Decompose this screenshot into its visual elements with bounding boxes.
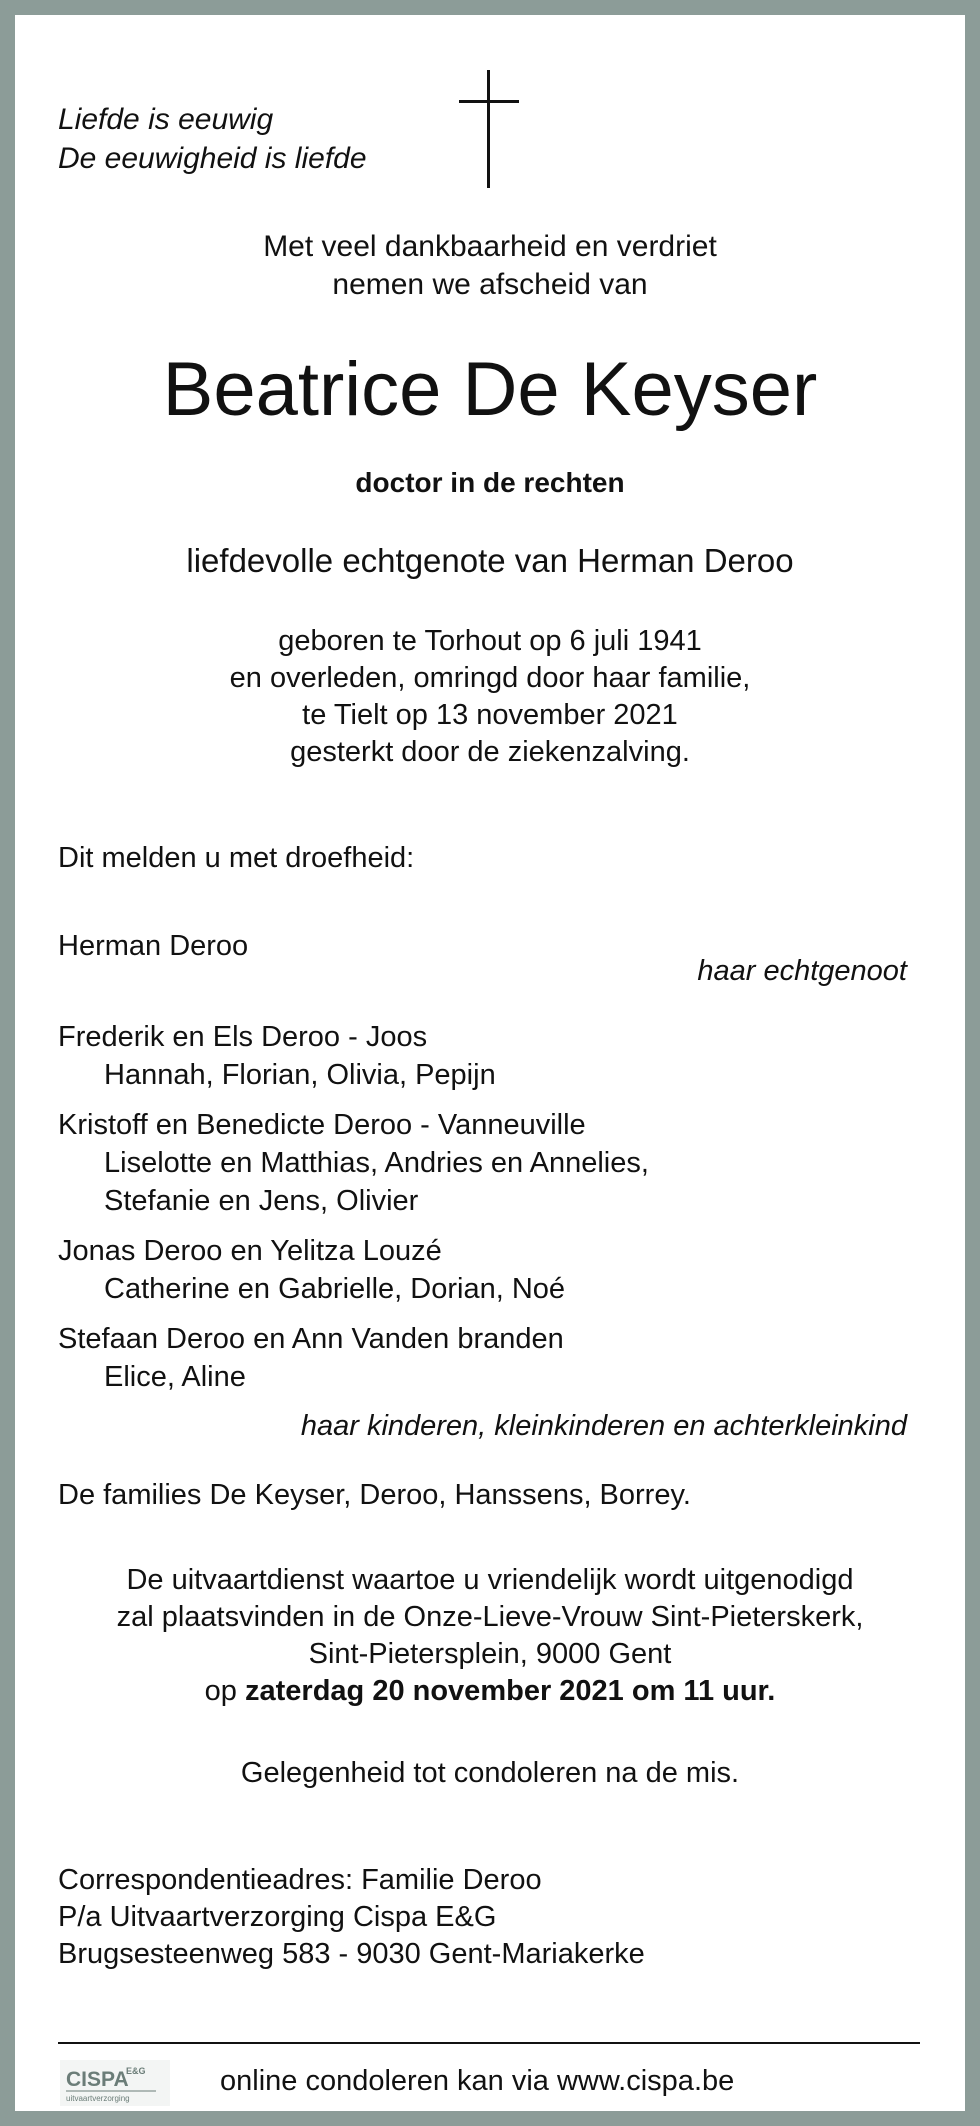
invite-date: zaterdag 20 november 2021 om 11 uur.: [245, 1675, 776, 1707]
intro-text: [15, 228, 965, 304]
funeral-invite: [15, 1562, 965, 1710]
invite-date-prefix: op: [204, 1675, 245, 1707]
spouse-line: liefdevolle echtgenote van Herman Deroo: [186, 542, 794, 579]
intro-line-2: nemen we afscheid van: [332, 268, 648, 301]
logo-sup: E&G: [126, 2066, 146, 2076]
invite-line-4: [15, 1673, 965, 1710]
invite-line-1: De uitvaartdienst waartoe u vriendelijk wordt uitgenodigd: [126, 1564, 854, 1596]
motto-line-2: De eeuwigheid is liefde: [58, 142, 367, 175]
motto-line-1: Liefde is eeuwig: [58, 103, 274, 136]
grandchildren: Elice, Aline: [104, 1361, 246, 1393]
grandchildren: Catherine en Gabrielle, Dorian, Noé: [104, 1273, 566, 1305]
child-family-4: [58, 1320, 564, 1396]
birth-line-1: geboren te Torhout op 6 juli 1941: [278, 625, 702, 657]
child-name: Jonas Deroo en Yelitza Louzé: [58, 1235, 442, 1267]
child-name: Kristoff en Benedicte Deroo - Vanneuville: [58, 1109, 586, 1141]
husband-role: haar echtgenoot: [697, 955, 907, 987]
invite-line-3: Sint-Pietersplein, 9000 Gent: [308, 1638, 672, 1670]
birth-death-block: [15, 623, 965, 771]
condolence-note: Gelegenheid tot condoleren na de mis.: [240, 1757, 740, 1789]
grandchildren: Stefanie en Jens, Olivier: [104, 1185, 419, 1217]
announce-text: Dit melden u met droefheid:: [58, 842, 415, 874]
child-name: Stefaan Deroo en Ann Vanden branden: [58, 1323, 564, 1355]
child-family-1: [58, 1018, 496, 1094]
deceased-name: Beatrice De Keyser: [162, 347, 818, 432]
divider: [58, 2042, 920, 2044]
child-family-2: [58, 1106, 649, 1220]
correspondence-address: [58, 1862, 645, 1973]
invite-line-2: zal plaatsvinden in de Onze-Lieve-Vrouw Sint-Pieterskerk,: [116, 1601, 864, 1633]
obituary-card: [15, 15, 965, 2111]
birth-line-2: en overleden, omringd door haar familie,: [229, 662, 751, 694]
deceased-title: doctor in de rechten: [355, 467, 625, 498]
cross-icon: [487, 70, 490, 188]
children-role: haar kinderen, kleinkinderen en achterkleinkind: [300, 1410, 907, 1442]
grandchildren: Liselotte en Matthias, Andries en Annelies,: [104, 1147, 649, 1179]
birth-line-4: gesterkt door de ziekenzalving.: [290, 736, 690, 768]
birth-line-3: te Tielt op 13 november 2021: [302, 699, 678, 731]
cispa-logo: [60, 2060, 170, 2106]
motto: [58, 100, 367, 178]
intro-line-1: Met veel dankbaarheid en verdriet: [263, 230, 717, 263]
child-family-3: [58, 1232, 565, 1308]
logo-sub: uitvaartverzorging: [66, 2094, 130, 2103]
grandchildren: Hannah, Florian, Olivia, Pepijn: [104, 1059, 496, 1091]
corr-line-2: P/a Uitvaartverzorging Cispa E&G: [58, 1901, 497, 1933]
corr-line-3: Brugsesteenweg 583 - 9030 Gent-Mariakerke: [58, 1938, 645, 1970]
families-line: De families De Keyser, Deroo, Hanssens, Borrey.: [58, 1479, 691, 1511]
husband-name: Herman Deroo: [58, 930, 249, 962]
logo-wordmark: CISPA: [66, 2068, 129, 2091]
cross-icon-bar: [459, 100, 519, 103]
child-name: Frederik en Els Deroo - Joos: [58, 1021, 428, 1053]
online-condolence-link[interactable]: online condoleren kan via www.cispa.be: [220, 2065, 735, 2097]
corr-line-1: Correspondentieadres: Familie Deroo: [58, 1864, 542, 1896]
